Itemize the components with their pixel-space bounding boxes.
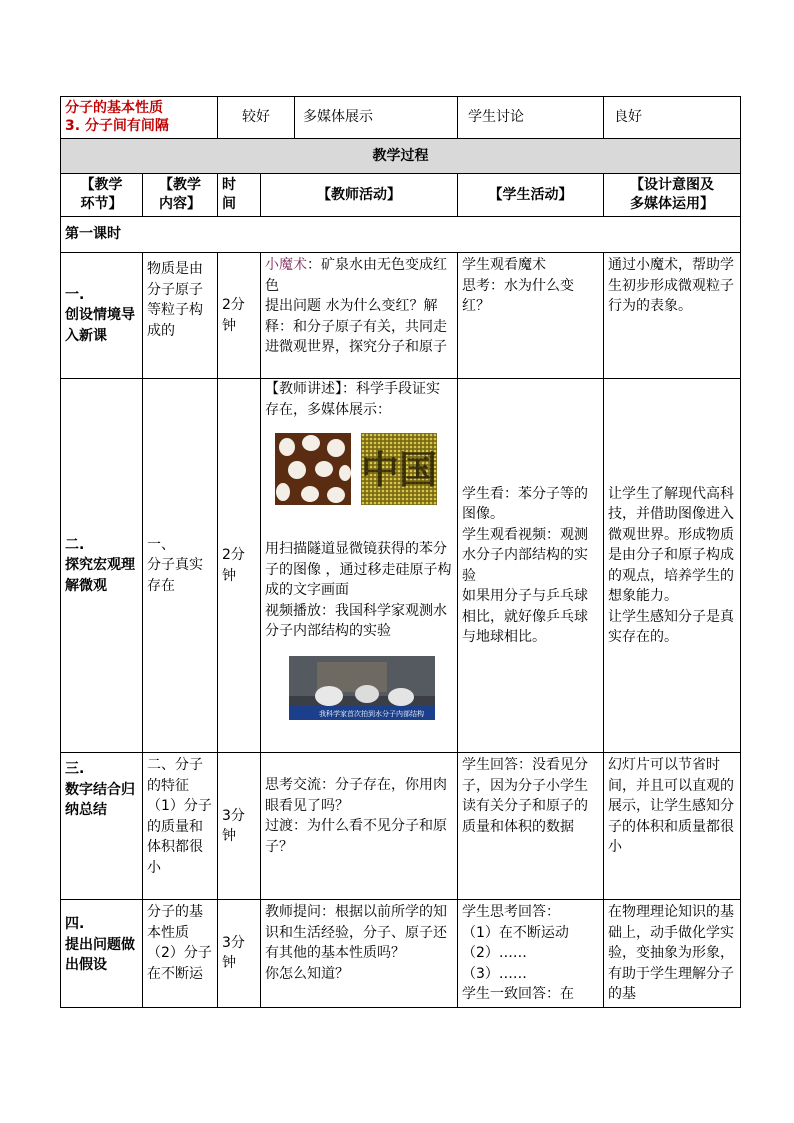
silicon-image-text: 中国 bbox=[361, 448, 437, 492]
stage-4-name: 提出问题做出假设 bbox=[65, 936, 135, 973]
stage-4-content: 分子的基本性质（2）分子在不断运 bbox=[143, 900, 218, 1008]
stage-2-content: 一、 分子真实存在 bbox=[143, 379, 218, 753]
stage-4-teacher: 教师提问：根据以前所学的知识和生活经验，分子、原子还有其他的基本性质吗？ 你怎么知道？ bbox=[261, 900, 458, 1008]
header-content bbox=[143, 174, 218, 217]
header-teacher: 【教师活动】 bbox=[261, 174, 458, 217]
header-design bbox=[604, 174, 741, 217]
process-title-row bbox=[61, 139, 741, 174]
rating-1: 较好 bbox=[242, 109, 270, 126]
lesson-label: 第一课时 bbox=[61, 217, 741, 253]
stage-1-student: 学生观看魔术 思考：水为什么变红？ bbox=[458, 253, 604, 379]
stage-3-link bbox=[61, 753, 143, 900]
stage-1-name: 创设情境导入新课 bbox=[65, 307, 135, 344]
benzene-molecule-image bbox=[275, 433, 351, 505]
stage-2-time: 2分钟 bbox=[218, 379, 261, 753]
process-title: 教学过程 bbox=[61, 139, 741, 174]
stage-row-2 bbox=[61, 379, 741, 753]
stage-1-time: 2分钟 bbox=[218, 253, 261, 379]
stage-4-time: 3分钟 bbox=[218, 900, 261, 1008]
lesson-plan-table bbox=[60, 96, 741, 1008]
video-thumbnail-image bbox=[289, 656, 435, 720]
stage-4-student: 学生思考回答： （1）在不断运动 （2）…… （3）…… 学生一致回答：在 bbox=[458, 900, 604, 1008]
micrograph-images bbox=[275, 433, 453, 505]
stage-3-num: 三. bbox=[65, 761, 85, 777]
stage-3-design: 幻灯片可以节省时间，并且可以直观的展示，让学生感知分子的体积和质量都很小 bbox=[604, 753, 741, 900]
stage-2-design: 让学生了解现代高科技，并借助图像进入微观世界。形成物质是由分子和原子构成的观点，培养学生的想象能力。 让学生感知分子是真实存在的。 bbox=[604, 379, 741, 753]
stage-1-teacher bbox=[261, 253, 458, 379]
stage-1-content: 物质是由分子原子等粒子构成的 bbox=[143, 253, 218, 379]
stage-2-student: 学生看：苯分子等的图像。 学生观看视频：观测水分子内部结构的实验 如果用分子与乒乓球相比，就好像乒乓球与地球相比。 bbox=[458, 379, 604, 753]
stage-2-num: 二. bbox=[65, 536, 85, 553]
stage-3-name: 数字结合归纳总结 bbox=[65, 781, 135, 818]
stage-3-teacher: 思考交流：分子存在，你用肉眼看见了吗？ 过渡：为什么看不见分子和原子？ bbox=[261, 753, 458, 900]
header-link-b: 环节】 bbox=[80, 196, 123, 212]
silicon-atom-text-image bbox=[361, 433, 437, 505]
stage-1-num: 一. bbox=[65, 286, 85, 303]
header-link-a: 【教学 bbox=[80, 177, 123, 193]
header-student: 【学生活动】 bbox=[458, 174, 604, 217]
header-content-b: 内容】 bbox=[159, 196, 201, 212]
stage-1-design: 通过小魔术，帮助学生初步形成微观粒子行为的表象。 bbox=[604, 253, 741, 379]
stage-3-time: 3分钟 bbox=[218, 753, 261, 900]
topic-title-line2: 3. 分子间有间隔 bbox=[65, 118, 169, 134]
rating-2: 良好 bbox=[604, 97, 741, 139]
method-1: 多媒体展示 bbox=[303, 109, 373, 126]
header-content-a: 【教学 bbox=[159, 177, 201, 193]
topic-title-line1: 分子的基本性质 bbox=[65, 100, 163, 116]
stage-1-link bbox=[61, 253, 143, 379]
stage-3-student: 学生回答：没看见分子，因为分子小学生读有关分子和原子的质量和体积的数据 bbox=[458, 753, 604, 900]
header-time-b: 间 bbox=[222, 196, 236, 212]
stage-2-name: 探究宏观理解微观 bbox=[65, 557, 135, 594]
stage-2-teacher bbox=[261, 379, 458, 753]
magic-label: 小魔术 bbox=[265, 257, 307, 273]
method-2: 学生讨论 bbox=[458, 97, 604, 139]
lesson-row bbox=[61, 217, 741, 253]
stage-2-link bbox=[61, 379, 143, 753]
header-link bbox=[61, 174, 143, 217]
topic-row bbox=[61, 97, 741, 139]
header-design-a: 【设计意图及 bbox=[630, 177, 714, 193]
stage-4-design: 在物理理论知识的基础上，动手做化学实验，变抽象为形象，有助于学生理解分子的基 bbox=[604, 900, 741, 1008]
stage-3-content: 二、分子的特征 （1）分子的质量和体积都很小 bbox=[143, 753, 218, 900]
video-caption: 我科学家首次拍到水分子内部结构 bbox=[319, 709, 424, 718]
header-design-b: 多媒体运用】 bbox=[630, 196, 714, 212]
magic-desc: ：矿泉水由无色变成红色 bbox=[265, 257, 447, 294]
topic-method-cell bbox=[218, 97, 458, 139]
header-time-a: 时 bbox=[222, 177, 236, 193]
header-row bbox=[61, 174, 741, 217]
stage-1-teacher-rest: 提出问题 水为什么变红？解释：和分子原子有关，共同走进微观世界，探究分子和原子 bbox=[265, 298, 447, 355]
stage-4-num: 四. bbox=[65, 916, 85, 932]
stage-4-link bbox=[61, 900, 143, 1008]
stage-row-4 bbox=[61, 900, 741, 1008]
stage-2-teacher-mid: 用扫描隧道显微镜获得的苯分子的图像 ，通过移走硅原子构成的文字画面 视频播放：我国科学家观测水分子内部结构的实验 bbox=[265, 541, 452, 639]
stage-row-1 bbox=[61, 253, 741, 379]
topic-title bbox=[61, 97, 218, 139]
stage-2-teacher-top: 【教师讲述】：科学手段证实存在，多媒体展示： bbox=[265, 381, 440, 418]
stage-row-3 bbox=[61, 753, 741, 900]
header-time bbox=[218, 174, 261, 217]
